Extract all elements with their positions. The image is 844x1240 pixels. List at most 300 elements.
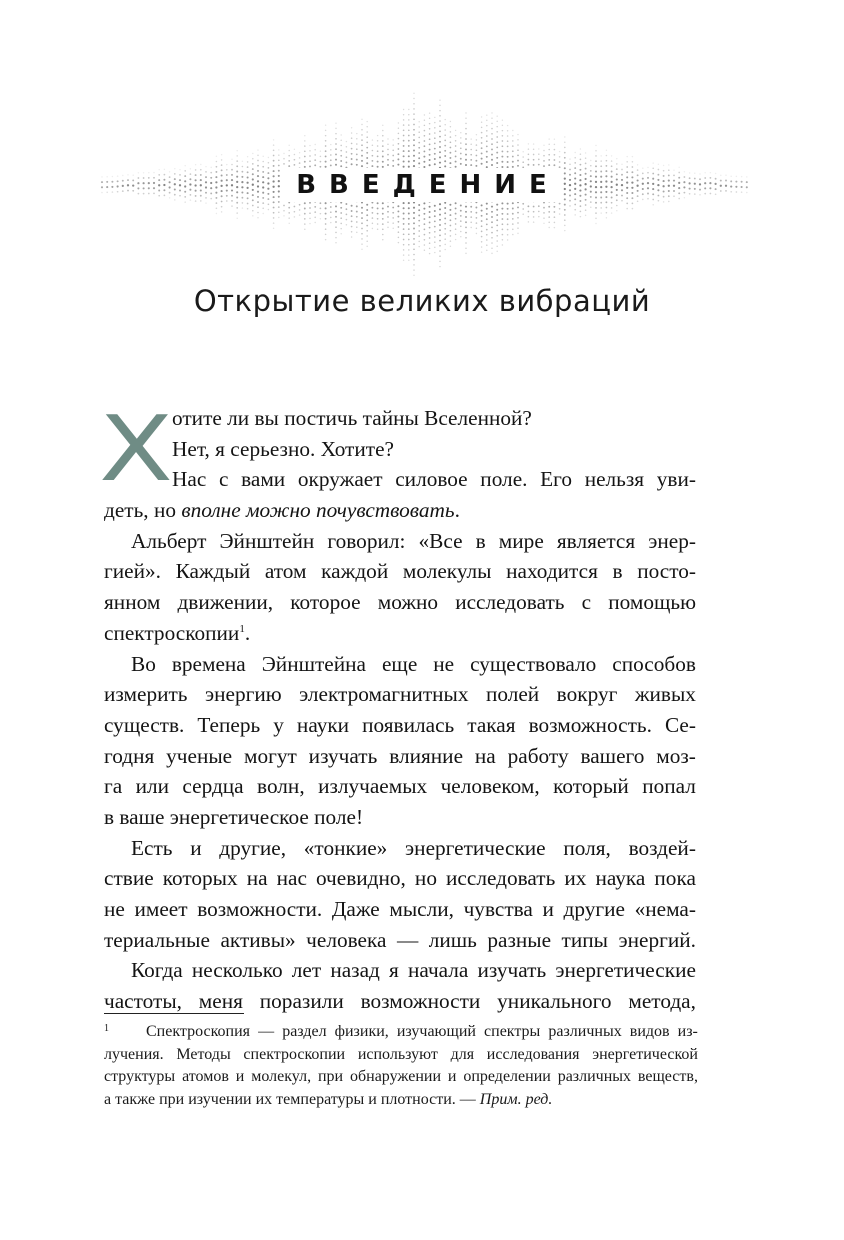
wave-dot <box>465 253 466 254</box>
wave-dot <box>595 150 597 152</box>
wave-dot <box>382 218 384 220</box>
wave-dot <box>424 125 426 127</box>
word: га <box>104 774 123 799</box>
wave-dot <box>361 124 362 125</box>
wave-dot <box>304 213 306 215</box>
wave-dot <box>335 153 337 155</box>
wave-dot <box>491 247 493 249</box>
wave-dot <box>559 213 561 215</box>
wave-dot <box>356 154 358 156</box>
wave-dot <box>200 200 202 202</box>
text-line <box>104 955 696 986</box>
wave-dot <box>257 212 259 214</box>
wave-dot <box>429 128 431 130</box>
wave-dot <box>470 211 472 213</box>
wave-dot <box>455 130 456 131</box>
wave-dot <box>387 154 389 156</box>
wave-dot <box>580 216 582 218</box>
wave-dot <box>637 201 639 203</box>
wave-dot <box>606 155 608 157</box>
wave-dot <box>522 213 524 215</box>
wave-dot <box>554 149 556 151</box>
wave-dot <box>554 144 556 146</box>
wave-dot <box>392 228 393 229</box>
wave-dot <box>335 221 337 223</box>
wave-dot <box>470 216 472 218</box>
wave-dot <box>335 216 337 218</box>
wave-dot <box>444 202 446 204</box>
wave-dot <box>502 229 504 231</box>
word: другие, <box>219 835 287 860</box>
wave-dot <box>481 241 483 243</box>
wave-dot <box>434 247 435 248</box>
wave-dot <box>512 223 514 225</box>
wave-dot <box>600 155 601 156</box>
wave-dot <box>611 160 613 162</box>
wave-dot <box>236 218 237 219</box>
wave-dot <box>356 159 358 161</box>
wave-dot <box>221 159 223 161</box>
wave-dot <box>377 161 379 163</box>
wave-dot <box>283 158 285 160</box>
wave-dot <box>387 164 389 166</box>
wave-dot <box>418 246 419 247</box>
wave-dot <box>236 155 238 157</box>
wave-dot <box>486 135 488 137</box>
wave-dot <box>273 139 274 140</box>
wave-dot <box>434 117 435 118</box>
wave-dot <box>346 151 348 153</box>
wave-dot <box>533 149 535 151</box>
wave-dot <box>481 204 483 206</box>
wave-dot <box>403 140 405 142</box>
wave-dot <box>408 239 410 241</box>
wave-dot <box>533 206 535 208</box>
wave-dot <box>528 159 530 161</box>
wave-dot <box>252 153 253 154</box>
wave-dot <box>403 244 405 246</box>
wave-dot <box>288 145 289 146</box>
wave-dot <box>252 163 254 165</box>
wave-dot <box>496 214 498 216</box>
wave-dot <box>314 149 316 151</box>
wave-dot <box>242 207 243 208</box>
wave-dot <box>262 161 264 163</box>
wave-dot <box>361 155 363 157</box>
wave-dot <box>418 157 420 159</box>
wave-dot <box>392 217 394 219</box>
wave-dot <box>507 203 509 205</box>
wave-dot <box>642 167 643 168</box>
wave-dot <box>382 234 384 236</box>
word: другие <box>563 897 625 921</box>
wave-dot <box>392 149 394 151</box>
word: Даже <box>331 897 380 921</box>
wave-dot <box>382 202 384 204</box>
wave-dot <box>465 211 467 213</box>
wave-dot <box>205 166 206 167</box>
wave-dot <box>340 233 341 234</box>
wave-dot <box>439 136 441 138</box>
wave-dot <box>377 223 379 225</box>
wave-dot <box>501 202 503 204</box>
wave-dot <box>335 138 337 140</box>
wave-dot <box>496 235 498 237</box>
wave-dot <box>335 128 336 129</box>
wave-dot <box>543 150 545 152</box>
wave-dot <box>356 205 358 207</box>
wave-dot <box>377 228 379 230</box>
wave-dot <box>538 153 540 155</box>
wave-dot <box>595 145 596 146</box>
wave-dot <box>309 160 311 162</box>
wave-dot <box>340 134 341 135</box>
wave-dot <box>470 227 471 228</box>
wave-dot <box>320 218 321 219</box>
word: измерить <box>104 682 188 707</box>
wave-dot <box>455 155 457 157</box>
wave-dot <box>595 155 597 157</box>
wave-dot <box>397 205 399 207</box>
wave-dot <box>278 217 279 218</box>
text-line <box>104 495 696 526</box>
wave-dot <box>366 147 368 149</box>
wave-dot <box>455 213 457 215</box>
wave-dot <box>320 208 322 210</box>
wave-dot <box>491 232 493 234</box>
wave-dot <box>512 145 514 147</box>
wave-dot <box>418 126 419 127</box>
wave-dot <box>387 206 389 208</box>
wave-dot <box>304 150 306 152</box>
word: на <box>246 866 268 891</box>
wave-dot <box>439 240 441 242</box>
word: Методы <box>176 1045 231 1063</box>
wave-dot <box>325 161 327 163</box>
text-line <box>104 771 696 802</box>
word: изучать <box>308 743 378 768</box>
word: человека <box>306 927 387 952</box>
wave-dot <box>314 217 316 219</box>
wave-dot <box>439 131 441 133</box>
wave-dot <box>309 207 311 209</box>
word: энергетические <box>555 958 696 983</box>
wave-dot <box>491 221 493 223</box>
wave-dot <box>439 229 441 231</box>
wave-dot <box>252 158 254 160</box>
wave-dot <box>288 217 290 219</box>
wave-dot <box>496 230 498 232</box>
wave-dot <box>273 149 275 151</box>
wave-dot <box>486 224 488 226</box>
wave-dot <box>314 222 315 223</box>
wave-dot <box>444 207 446 209</box>
wave-dot <box>465 216 467 218</box>
wave-dot <box>528 143 529 144</box>
wave-dot <box>340 150 342 152</box>
wave-dot <box>361 212 363 214</box>
wave-dot <box>439 255 441 257</box>
wave-dot <box>325 239 327 241</box>
wave-dot <box>356 133 357 134</box>
wave-dot <box>392 207 394 209</box>
wave-dot <box>444 134 446 136</box>
wave-dot <box>429 144 431 146</box>
wave-dot <box>351 236 353 238</box>
wave-dot <box>273 228 274 229</box>
wave-dot <box>418 241 420 243</box>
word: типы <box>561 927 608 952</box>
wave-dot <box>580 205 582 207</box>
wave-dot <box>481 236 483 238</box>
wave-dot <box>314 164 316 166</box>
wave-dot <box>595 218 597 220</box>
wave-dot <box>403 145 405 147</box>
word: спектры <box>484 1023 541 1040</box>
wave-dot <box>377 140 379 142</box>
wave-dot <box>366 246 367 247</box>
wave-dot <box>382 135 384 137</box>
wave-dot <box>429 248 431 250</box>
wave-dot <box>278 149 279 150</box>
wave-dot <box>283 205 285 207</box>
wave-dot <box>429 138 431 140</box>
wave-dot <box>481 127 483 129</box>
wave-dot <box>444 145 446 147</box>
wave-dot <box>465 247 467 249</box>
wave-dot <box>606 207 608 209</box>
wave-dot <box>408 249 410 251</box>
wave-dot <box>465 138 467 140</box>
word: не <box>104 897 125 921</box>
wave-dot <box>475 207 477 209</box>
text-line <box>104 833 696 864</box>
word: поразили <box>259 989 344 1014</box>
wave-dot <box>632 161 634 163</box>
wave-dot <box>346 146 348 148</box>
word: возможности <box>360 989 481 1014</box>
wave-dot <box>626 156 627 157</box>
wave-dot <box>262 202 264 204</box>
wave-dot <box>216 161 218 163</box>
wave-dot <box>496 126 498 128</box>
wave-dot <box>496 225 498 227</box>
wave-dot <box>496 209 498 211</box>
wave-dot <box>507 224 509 226</box>
wave-dot <box>486 146 488 148</box>
chapter-label-text: ВВЕДЕНИЕ <box>282 168 562 202</box>
wave-dot <box>387 211 389 213</box>
word: способов <box>612 651 696 676</box>
wave-dot <box>491 148 493 150</box>
wave-dot <box>522 203 524 205</box>
wave-dot <box>580 164 582 166</box>
wave-dot <box>595 160 597 162</box>
wave-dot <box>439 115 441 117</box>
wave-dot <box>590 207 592 209</box>
wave-dot <box>346 219 348 221</box>
wave-dot <box>408 254 409 255</box>
wave-dot <box>465 227 467 229</box>
wave-dot <box>320 156 322 158</box>
word: чувства <box>463 897 533 921</box>
wave-dot <box>304 161 306 163</box>
wave-dot <box>647 167 648 168</box>
wave-dot <box>611 202 613 204</box>
wave-dot <box>475 160 477 162</box>
word: энергий. <box>618 927 696 952</box>
word: из- <box>677 1023 698 1040</box>
text-line <box>104 618 696 649</box>
word: с <box>581 590 592 615</box>
text-line <box>104 710 696 741</box>
wave-dot <box>366 204 368 206</box>
wave-dot <box>195 200 197 202</box>
wave-dot <box>403 249 405 251</box>
wave-dot <box>340 145 342 147</box>
wave-dot <box>351 127 352 128</box>
wave-dot <box>361 249 362 250</box>
wave-dot <box>226 164 227 165</box>
word: поле. <box>480 467 528 492</box>
wave-dot <box>564 219 566 221</box>
wave-dot <box>444 223 446 225</box>
wave-dot <box>559 156 561 158</box>
wave-dot <box>366 121 367 122</box>
word: Когда <box>131 958 183 983</box>
wave-dot <box>507 146 509 148</box>
wave-dot <box>423 208 425 210</box>
wave-dot <box>346 156 348 158</box>
wave-dot <box>486 156 488 158</box>
wave-dot <box>450 136 452 138</box>
wave-dot <box>626 203 628 205</box>
wave-dot <box>418 220 420 222</box>
word: активы» <box>220 927 296 952</box>
wave-dot <box>548 227 549 228</box>
wave-dot <box>522 208 524 210</box>
wave-dot <box>408 218 410 220</box>
wave-dot <box>398 231 400 233</box>
wave-dot <box>335 133 337 135</box>
wave-dot <box>273 212 275 214</box>
wave-dot <box>382 223 384 225</box>
wave-dot <box>418 209 420 211</box>
wave-dot <box>574 162 576 164</box>
wave-dot <box>559 208 561 210</box>
wave-dot <box>616 158 617 159</box>
word: и <box>447 1068 457 1085</box>
wave-dot <box>351 143 353 145</box>
word: у <box>273 712 284 737</box>
wave-dot <box>502 145 504 147</box>
word: различных <box>548 1023 622 1040</box>
wave-dot <box>548 154 550 156</box>
wave-dot <box>408 109 409 110</box>
wave-dot <box>366 209 368 211</box>
wave-dot <box>403 202 405 204</box>
wave-dot <box>548 159 550 161</box>
wave-dot <box>361 150 363 152</box>
wave-dot <box>309 202 311 204</box>
wave-dot <box>491 253 492 254</box>
wave-dot <box>569 158 570 159</box>
wave-dot <box>236 160 238 162</box>
word: Нас <box>172 467 207 492</box>
wave-dot <box>486 203 488 205</box>
wave-dot <box>273 144 275 146</box>
wave-dot <box>361 144 363 146</box>
wave-dot <box>361 207 363 209</box>
wave-dot <box>221 164 223 166</box>
word: Эйнштейна <box>261 651 366 676</box>
wave-dot <box>366 240 368 242</box>
wave-dot <box>517 233 518 234</box>
word: возможности. <box>197 897 323 921</box>
wave-dot <box>216 202 218 204</box>
wave-dot <box>548 222 550 224</box>
wave-dot <box>517 212 519 214</box>
wave-dot <box>330 222 331 223</box>
word: энергию <box>204 682 282 707</box>
wave-dot <box>554 227 555 228</box>
wave-dot <box>413 222 415 224</box>
wave-dot <box>320 213 322 215</box>
wave-dot <box>340 217 342 219</box>
wave-dot <box>481 158 483 160</box>
wave-dot <box>340 212 342 214</box>
wave-dot <box>257 165 259 167</box>
wave-dot <box>543 145 544 146</box>
chapter-title: Открытие великих вибраций <box>193 284 651 318</box>
wave-dot <box>470 144 472 146</box>
wave-dot <box>429 216 431 218</box>
wave-dot <box>621 164 622 165</box>
wave-dot <box>268 162 270 164</box>
wave-dot <box>335 242 336 243</box>
wave-dot <box>548 216 550 218</box>
wave-dot <box>325 130 327 132</box>
wave-dot <box>491 216 493 218</box>
wave-dot <box>320 161 322 163</box>
word: воздей- <box>628 835 696 860</box>
wave-dot <box>460 163 462 165</box>
word: могут <box>243 743 297 768</box>
wave-dot <box>538 216 540 218</box>
word: поля, <box>563 835 611 860</box>
text-span: а также при изучении их температуры и плотности. — <box>104 1090 480 1108</box>
wave-dot <box>268 157 269 158</box>
wave-dot <box>413 275 414 276</box>
word: годня <box>104 743 155 768</box>
wave-dot <box>372 139 373 140</box>
word: окружает <box>297 467 383 492</box>
emphasis: вполне можно почувствовать <box>181 498 455 523</box>
word: науки <box>296 712 350 737</box>
wave-dot <box>257 201 259 203</box>
wave-dot <box>455 202 457 204</box>
word: живых <box>634 682 696 707</box>
wave-dot <box>559 151 560 152</box>
wave-dot <box>408 207 410 209</box>
wave-dot <box>366 225 368 227</box>
word: Теперь <box>197 712 261 737</box>
wave-dot <box>424 114 425 115</box>
wave-dot <box>439 203 441 205</box>
wave-dot <box>325 218 327 220</box>
wave-dot <box>476 134 477 135</box>
wave-dot <box>486 239 488 241</box>
